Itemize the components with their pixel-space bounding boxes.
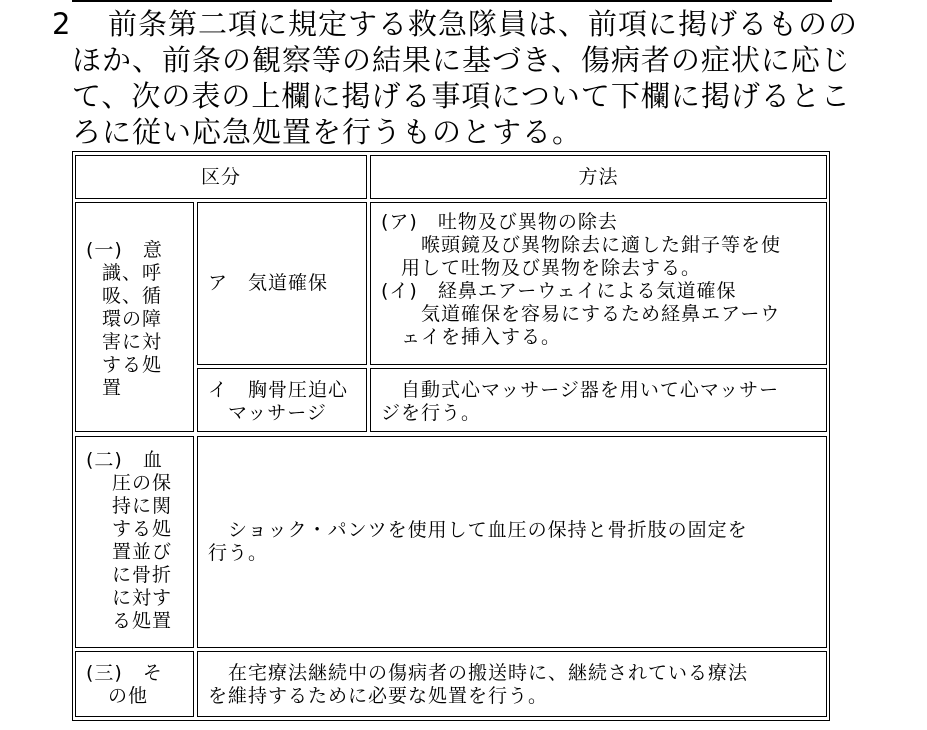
group3-method: 在宅療法継続中の傷病者の搬送時に、継続されている療法 を維持するために必要な処置を行う。 [197, 651, 827, 717]
paragraph-line-3: て、次の表の上欄に掲げる事項について下欄に掲げるとこ [72, 79, 851, 113]
group2-method: ショック・パンツを使用して血圧の保持と骨折肢の固定を 行う。 [197, 436, 827, 648]
group1-item-airway: ア 気道確保 [197, 202, 367, 365]
header-method: 方法 [370, 155, 827, 199]
group1-method-airway: (ア) 吐物及び異物の除去 喉頭鏡及び異物除去に適した鉗子等を使 用して吐物及び異物を除去する。 (イ) 経鼻エアーウェイによる気道確保 気道確保を容易にするため経鼻エアーウ ェイを挿入する。 [370, 202, 827, 365]
paragraph-2 [52, 6, 912, 150]
top-rule [72, 0, 832, 2]
group1-label: (一) 意 識、呼 吸、循 環の障 害に対 する処 置 [75, 202, 194, 432]
group1-method-cardiac: 自動式心マッサージ器を用いて心マッサー ジを行う。 [370, 368, 827, 432]
group2-label: (二) 血 圧の保 持に関 する処 置並び に骨折 に対す る処置 [75, 436, 194, 648]
header-category: 区分 [75, 155, 367, 199]
paragraph-line-2: ほか、前条の観察等の結果に基づき、傷病者の症状に応じ [72, 43, 851, 77]
paragraph-number: 2 [52, 7, 72, 41]
group3-label: (三) そ の他 [75, 651, 194, 717]
paragraph-line-1: 2 前条第二項に規定する救急隊員は、前項に掲げるものの [52, 7, 859, 41]
paragraph-line-4: ろに従い応急処置を行うものとする。 [72, 115, 583, 149]
procedure-table [72, 151, 830, 721]
group1-item-cardiac: イ 胸骨圧迫心 マッサージ [197, 368, 367, 432]
